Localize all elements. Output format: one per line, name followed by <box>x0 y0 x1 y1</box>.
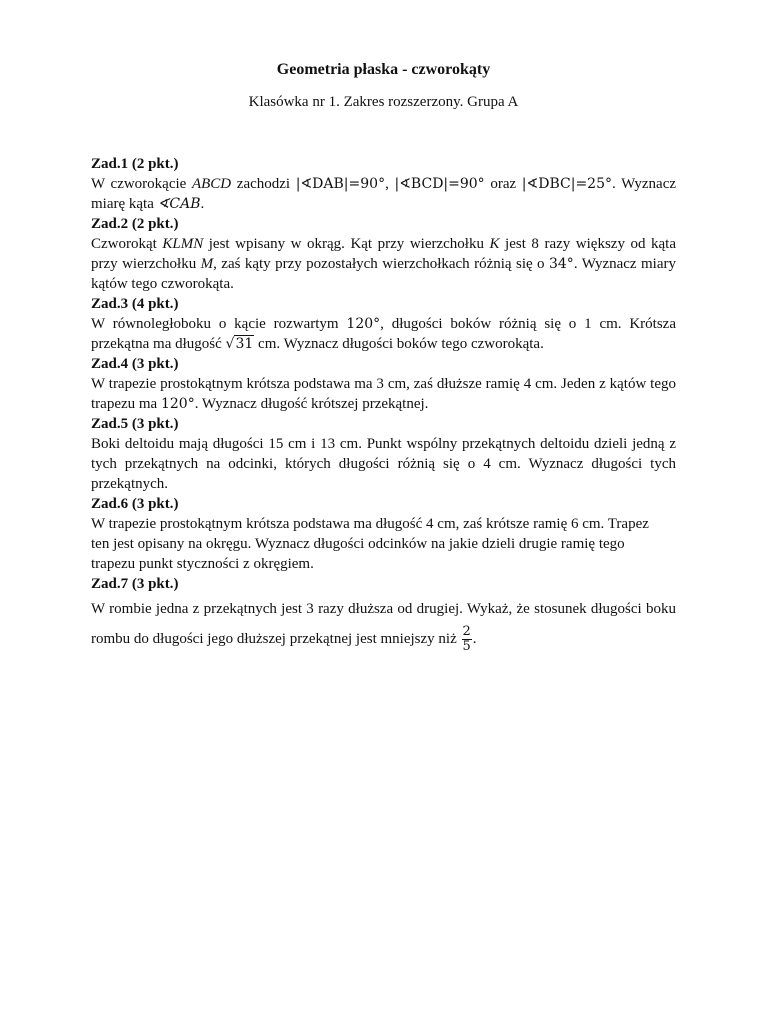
task-3-body <box>91 314 676 354</box>
task-text: . Wyznacz miarę kąta <box>91 176 677 212</box>
vertex-name: M <box>200 256 214 272</box>
task-text: W rombie jedna z przekątnych jest 3 razy dłuższa od drugiej. Wykaż, że stosunek długości boku rombu do długości jego dłuższej przekątnej jest mniejszy niż <box>91 601 676 647</box>
task-text: W równoległoboku o kącie rozwartym <box>91 316 347 332</box>
task-7-body <box>91 594 676 654</box>
task-1-header: Zad.1 (2 pkt.) <box>91 156 179 172</box>
task-text: jest wpisany w okrąg. Kąt przy wierzchołku <box>203 236 490 252</box>
task-line: W trapezie prostokątnym krótsza podstawa ma długość 4 cm, zaś krótsze ramię 6 cm. Trapez <box>91 516 649 532</box>
task-text: , długości boków różnią się o 1 cm. Krótsza przekątna ma długość <box>91 316 676 352</box>
task-6-body <box>91 514 676 574</box>
task-6-header: Zad.6 (3 pkt.) <box>91 496 179 512</box>
task-text: , <box>385 176 395 192</box>
task-text: . Wyznacz miary kątów tego czworokąta. <box>91 256 676 292</box>
task-text: zachodzi <box>231 176 296 192</box>
quadrilateral-name: KLMN <box>162 236 204 252</box>
radical-sign: √ <box>225 336 235 352</box>
fraction-numerator: 2 <box>462 624 471 640</box>
task-4-header: Zad.4 (3 pkt.) <box>91 356 179 372</box>
task-1-body <box>91 174 676 214</box>
task-text: W czworokącie <box>91 176 192 192</box>
angle-expression: |∢BCD|=90° <box>394 176 485 192</box>
task-line: trapezu punkt styczności z okręgiem. <box>91 556 314 572</box>
square-root-expression <box>226 334 255 354</box>
task-7-header: Zad.7 (3 pkt.) <box>91 576 179 592</box>
task-3 <box>91 294 676 354</box>
document-page <box>91 58 676 654</box>
angle-expression: |∢DAB|=90° <box>295 176 386 192</box>
task-4 <box>91 354 676 414</box>
angle-expression: ∢CAB <box>157 196 201 212</box>
angle-value: 120° <box>346 316 381 332</box>
radicand: 31 <box>235 336 254 352</box>
fraction <box>462 625 472 654</box>
task-text: Czworokąt <box>91 236 163 252</box>
vertex-name: K <box>489 236 500 252</box>
task-text: jest 8 razy większy od kąta przy wierzchołku <box>91 236 676 272</box>
task-text: . <box>200 196 205 212</box>
task-text: oraz <box>484 176 522 192</box>
task-1 <box>91 154 676 214</box>
task-5 <box>91 414 676 494</box>
task-line: ten jest opisany na okręgu. Wyznacz długości odcinków na jakie dzieli drugie ramię tego <box>91 536 625 552</box>
task-text: cm. Wyznacz długości boków tego czworokąta. <box>254 336 544 352</box>
page-subtitle: Klasówka nr 1. Zakres rozszerzony. Grupa A <box>248 94 519 110</box>
task-2-body <box>91 234 676 294</box>
angle-expression: |∢DBC|=25° <box>521 176 612 192</box>
task-7 <box>91 574 676 654</box>
task-text: . Wyznacz długość krótszej przekątnej. <box>194 396 429 412</box>
task-3-header: Zad.3 (4 pkt.) <box>91 296 179 312</box>
task-4-body <box>91 374 676 414</box>
task-5-body: Boki deltoidu mają długości 15 cm i 13 cm. Punkt wspólny przekątnych deltoidu dzieli jedną z tych przekątnych na odcinki, których długości różnią się o 4 cm. Wyznacz długości tych przekątnych. <box>91 436 676 492</box>
task-text: , zaś kąty przy pozostałych wierzchołkach różnią się o <box>213 256 549 272</box>
angle-value: 120° <box>160 396 195 412</box>
fraction-denominator: 5 <box>462 639 471 655</box>
task-6 <box>91 494 676 574</box>
quadrilateral-name: ABCD <box>191 176 232 192</box>
task-2 <box>91 214 676 294</box>
task-text: . <box>472 631 477 647</box>
task-2-header: Zad.2 (2 pkt.) <box>91 216 179 232</box>
task-text: W trapezie prostokątnym krótsza podstawa ma 3 cm, zaś dłuższe ramię 4 cm. Jeden z kątów tego trapezu ma <box>91 376 676 412</box>
page-title: Geometria płaska - czworokąty <box>276 61 491 78</box>
task-5-header: Zad.5 (3 pkt.) <box>91 416 179 432</box>
angle-value: 34° <box>548 256 574 272</box>
